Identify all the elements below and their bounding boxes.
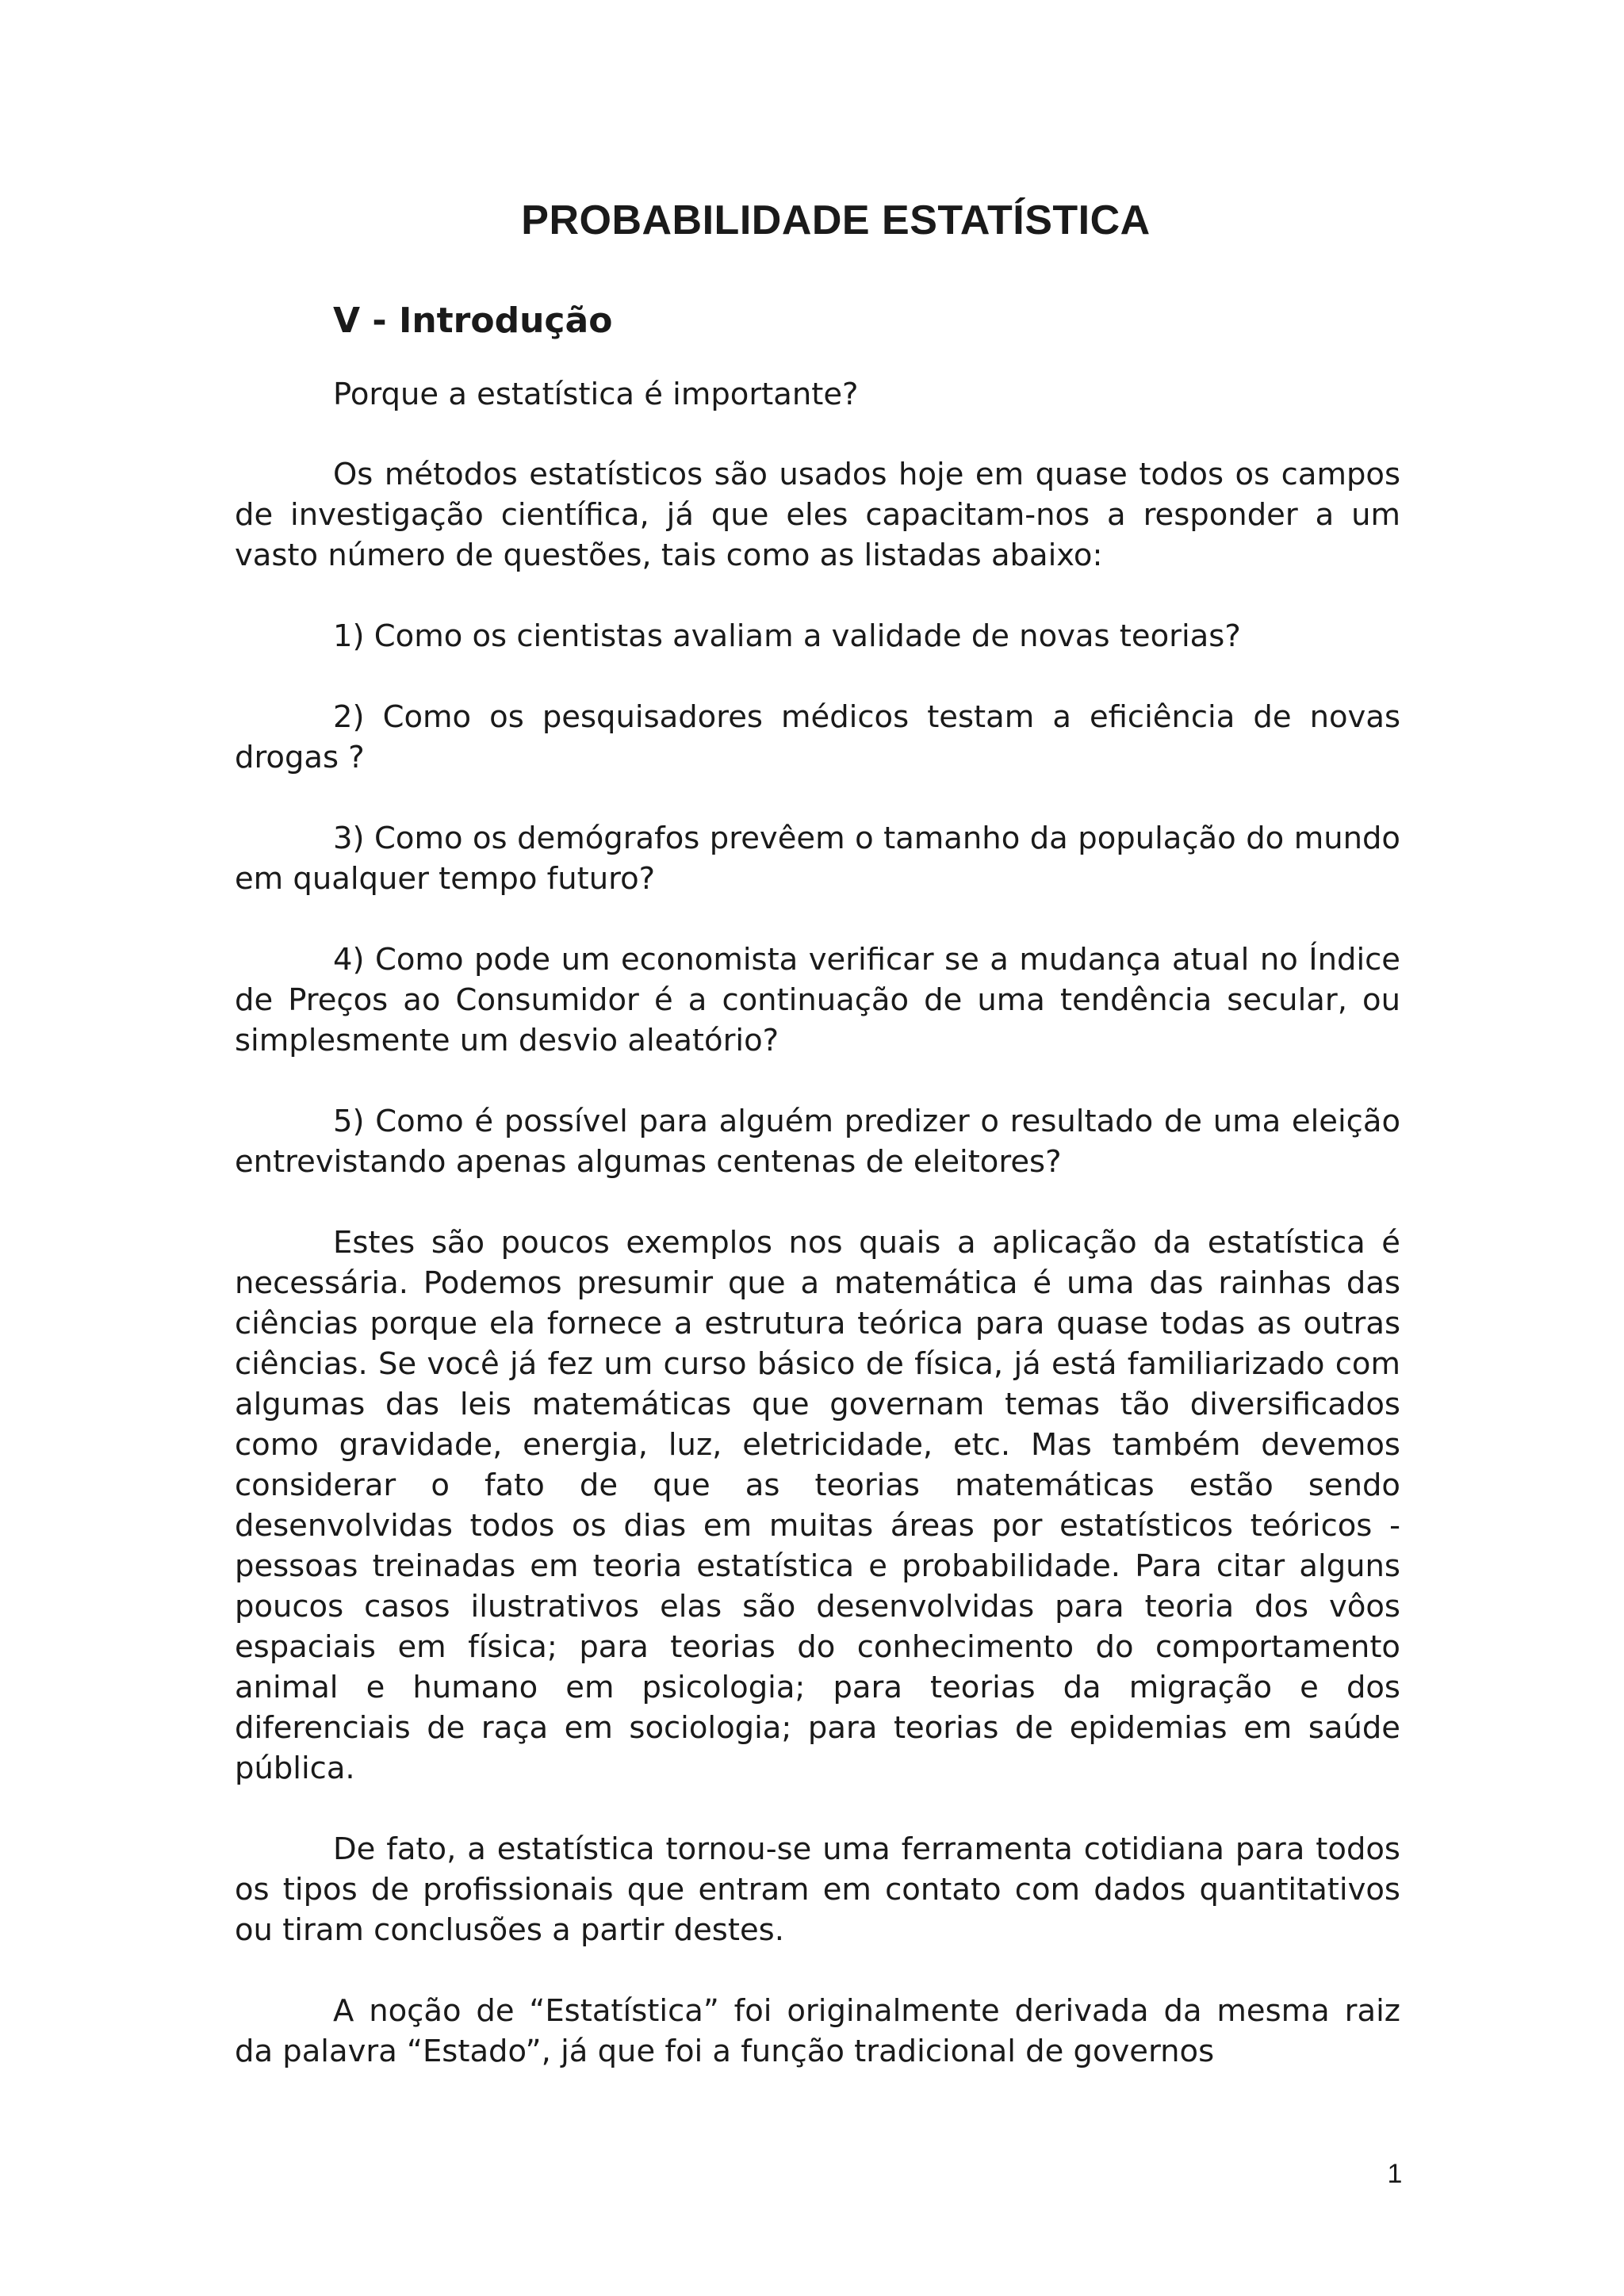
- document-title-text: PROBABILIDADE ESTATÍSTICA: [521, 197, 1151, 243]
- paragraph-examples: Estes são poucos exemplos nos quais a aplicação da estatística é necessária. Podemos presumir que a matemática é uma das rainhas das ciências porque ela fornece a estrutura teórica para quase todas as outras ciências. Se você já fez um curso básico de física, já está familiarizado com algumas das leis matemáticas que governam temas tão diversificados como gravidade, energia, luz, eletricidade, etc. Mas também devemos considerar o fato de que as teorias matemáticas estão sendo desenvolvidas todos os dias em muitas áreas por estatísticos teóricos - pessoas treinadas em teoria estatística e probabilidade. Para citar alguns poucos casos ilustrativos elas são desenvolvidas para teoria dos vôos espaciais em física; para teorias do conhecimento do comportamento animal e humano em psicologia; para teorias da migração e dos diferenciais de raça em sociologia; para teorias de epidemias em saúde pública.: [235, 1225, 1400, 1786]
- list-item-5: 5) Como é possível para alguém predizer o resultado de uma eleição entrevistando apenas algumas centenas de eleitores?: [235, 1104, 1400, 1180]
- list-item-4: 4) Como pode um economista verificar se a mudança atual no Índice de Preços ao Consumidor é a continuação de uma tendência secular, ou simplesmente um desvio aleatório?: [235, 942, 1400, 1058]
- document-body: [235, 374, 1400, 2072]
- paragraph-origin: A noção de “Estatística” foi originalmente derivada da mesma raiz da palavra “Estado”, já que foi a função tradicional de governos: [235, 1993, 1400, 2069]
- paragraph-intro: Os métodos estatísticos são usados hoje em quase todos os campos de investigação científica, já que eles capacitam-nos a responder a um vasto número de questões, tais como as listadas abaixo:: [235, 457, 1400, 573]
- page-number: 1: [1387, 2159, 1403, 2189]
- paragraph-tool: De fato, a estatística tornou-se uma ferramenta cotidiana para todos os tipos de profissionais que entram em contato com dados quantitativos ou tiram conclusões a partir destes.: [235, 1831, 1400, 1948]
- list-item-1: 1) Como os cientistas avaliam a validade de novas teorias?: [333, 618, 1241, 654]
- section-heading: V - Introdução: [333, 300, 613, 341]
- list-item-2: 2) Como os pesquisadores médicos testam a eficiência de novas drogas ?: [235, 699, 1400, 775]
- question-line: Porque a estatística é importante?: [333, 377, 859, 412]
- list-item-3: 3) Como os demógrafos prevêem o tamanho da população do mundo em qualquer tempo futuro?: [235, 821, 1400, 897]
- document-title: [0, 192, 1624, 249]
